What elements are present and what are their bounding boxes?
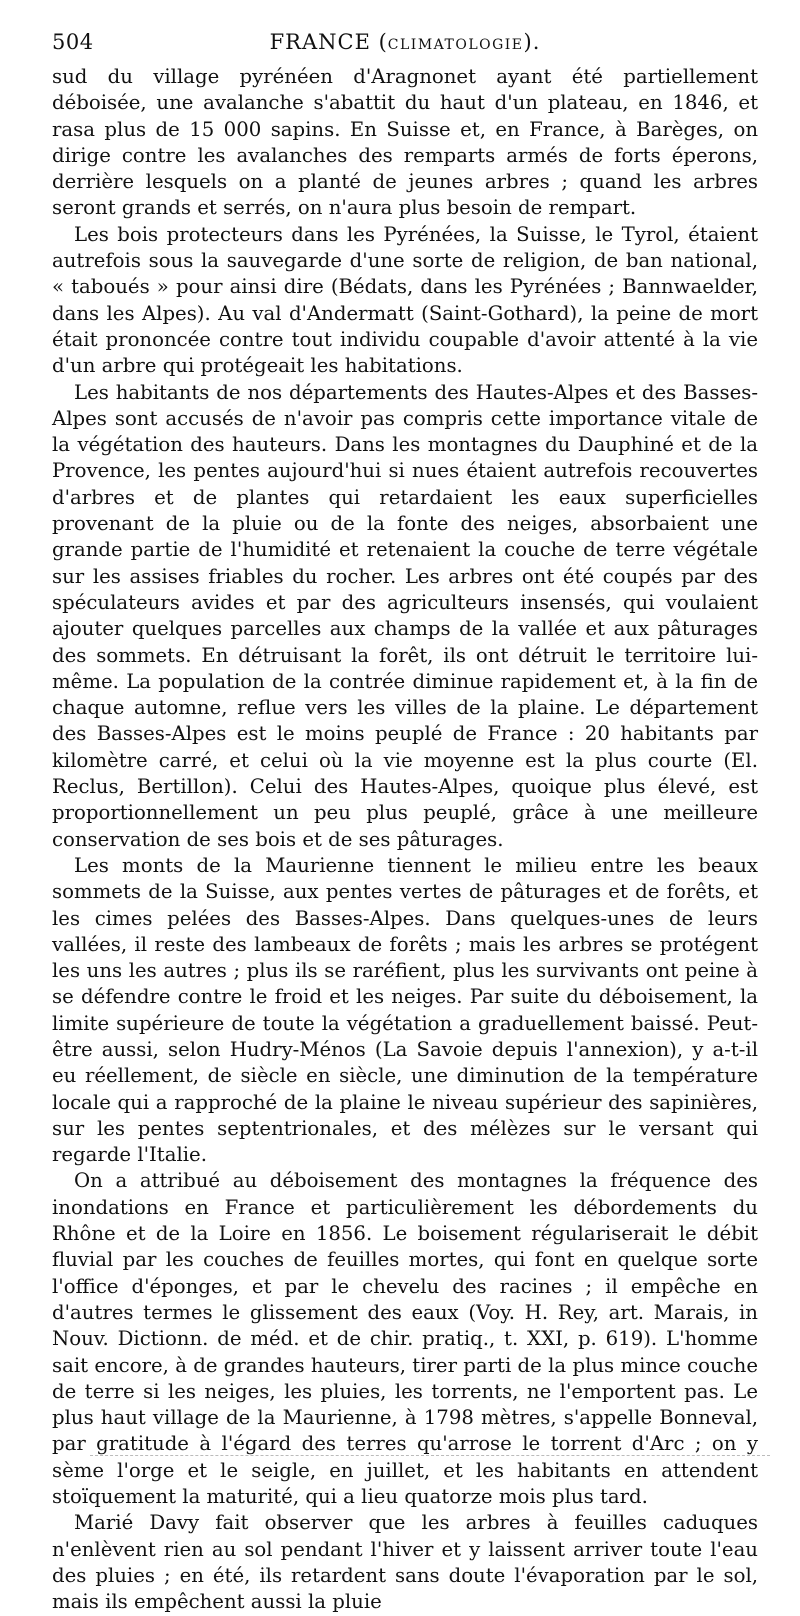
footer-rule: [90, 1455, 770, 1456]
running-title-sub: CLIMATOLOGIE: [387, 37, 524, 53]
paragraph: Les monts de la Maurienne tiennent le milieu entre les beaux sommets de la Suisse, aux pentes vertes de pâturages et de forêts, et les cimes pelées des Basses-Alpes. Dans quelques-unes de leurs vallées, il reste des lambeaux de forêts ; mais les arbres se protégent les uns les autres ; plus ils se raréfient, plus les survivants ont peine à se défendre contre le froid et les neiges. Par suite du déboisement, la limite supérieure de toute la végétation a graduellement baissé. Peut-être aussi, selon Hudry-Ménos (La Savoie depuis l'annexion), y a-t-il eu réellement, de siècle en siècle, une diminution de la température locale qui a rapproché de la plaine le niveau supérieur des sapinières, sur les pentes septentrionales, et des mélèzes sur le versant qui regarde l'Italie.: [52, 853, 758, 1167]
paragraph: On a attribué au déboisement des montagnes la fréquence des inondations en France et particulièrement les débordements du Rhône et de la Loire en 1856. Le boisement régulariserait le débit fluvial par les couches de feuilles mortes, qui font en quelque sorte l'office d'éponges, et par le chevelu des racines ; il empêche en d'autres termes le glissement des eaux (Voy. H. Rey, art. Marais, in Nouv. Dictionn. de méd. et de chir. pratiq., t. XXI, p. 619). L'homme sait encore, à de grandes hauteurs, tirer parti de la plus mince couche de terre si les neiges, les pluies, les torrents, ne l'emportent pas. Le plus haut village de la Maurienne, à 1798 mètres, s'appelle Bonneval, par gratitude à l'égard des terres qu'arrose le torrent d'Arc ; on y sème l'orge et le seigle, en juillet, et les habitants en attendent stoïquement la maturité, qui a lieu quatorze mois plus tard.: [52, 1169, 758, 1509]
page-number: 504: [52, 30, 94, 54]
running-title-main: FRANCE (: [269, 30, 388, 54]
paragraph: sud du village pyrénéen d'Aragnonet ayant été partiellement déboisée, une avalanche s'abattit du haut d'un plateau, en 1846, et rasa plus de 15 000 sapins. En Suisse et, en France, à Barèges, on dirige contre les avalanches des remparts armés de forts éperons, derrière lesquels on a planté de jeunes arbres ; quand les arbres seront grands et serrés, on n'aura plus besoin de rempart.: [52, 65, 758, 220]
body-text: [52, 64, 758, 1616]
running-title-end: ).: [523, 30, 541, 54]
paragraph: Marié Davy fait observer que les arbres à feuilles caduques n'enlèvent rien au sol pendant l'hiver et y laissent arriver toute l'eau des pluies ; en été, ils retardent sans doute l'évaporation par le sol, mais ils empêchent aussi la pluie: [52, 1511, 758, 1614]
paragraph: Les habitants de nos départements des Hautes-Alpes et des Basses-Alpes sont accusés de n'avoir pas compris cette importance vitale de la végétation des hauteurs. Dans les montagnes du Dauphiné et de la Provence, les pentes aujourd'hui si nues étaient autrefois recouvertes d'arbres et de plantes qui retardaient les eaux superficielles provenant de la pluie ou de la fonte des neiges, absorbaient une grande partie de l'humidité et retenaient la couche de terre végétale sur les assises friables du rocher. Les arbres ont été coupés par des spéculateurs avides et par des agriculteurs insensés, qui voulaient ajouter quelques parcelles aux champs de la vallée et aux pâturages des sommets. En détruisant la forêt, ils ont détruit le territoire lui-même. La population de la contrée diminue rapidement et, à la fin de chaque automne, reflue vers les villes de la plaine. Le département des Basses-Alpes est le moins peuplé de France : 20 habitants par kilomètre carré, et celui où la vie moyenne est la plus courte (El. Reclus, Bertillon). Celui des Hautes-Alpes, quoique plus élevé, est proportionnellement un peu plus peuplé, grâce à une meilleure conservation de ses bois et de ses pâturages.: [52, 380, 758, 851]
paragraph: Les bois protecteurs dans les Pyrénées, la Suisse, le Tyrol, étaient autrefois sous la sauvegarde d'une sorte de religion, de ban national, « taboués » pour ainsi dire (Bédats, dans les Pyrénées ; Bannwaelder, dans les Alpes). Au val d'Andermatt (Saint-Gothard), la peine de mort était prononcée contre tout individu coupable d'avoir attenté à la vie d'un arbre qui protégeait les habitations.: [52, 222, 758, 378]
page-header: [52, 30, 758, 60]
running-title: [52, 30, 758, 54]
